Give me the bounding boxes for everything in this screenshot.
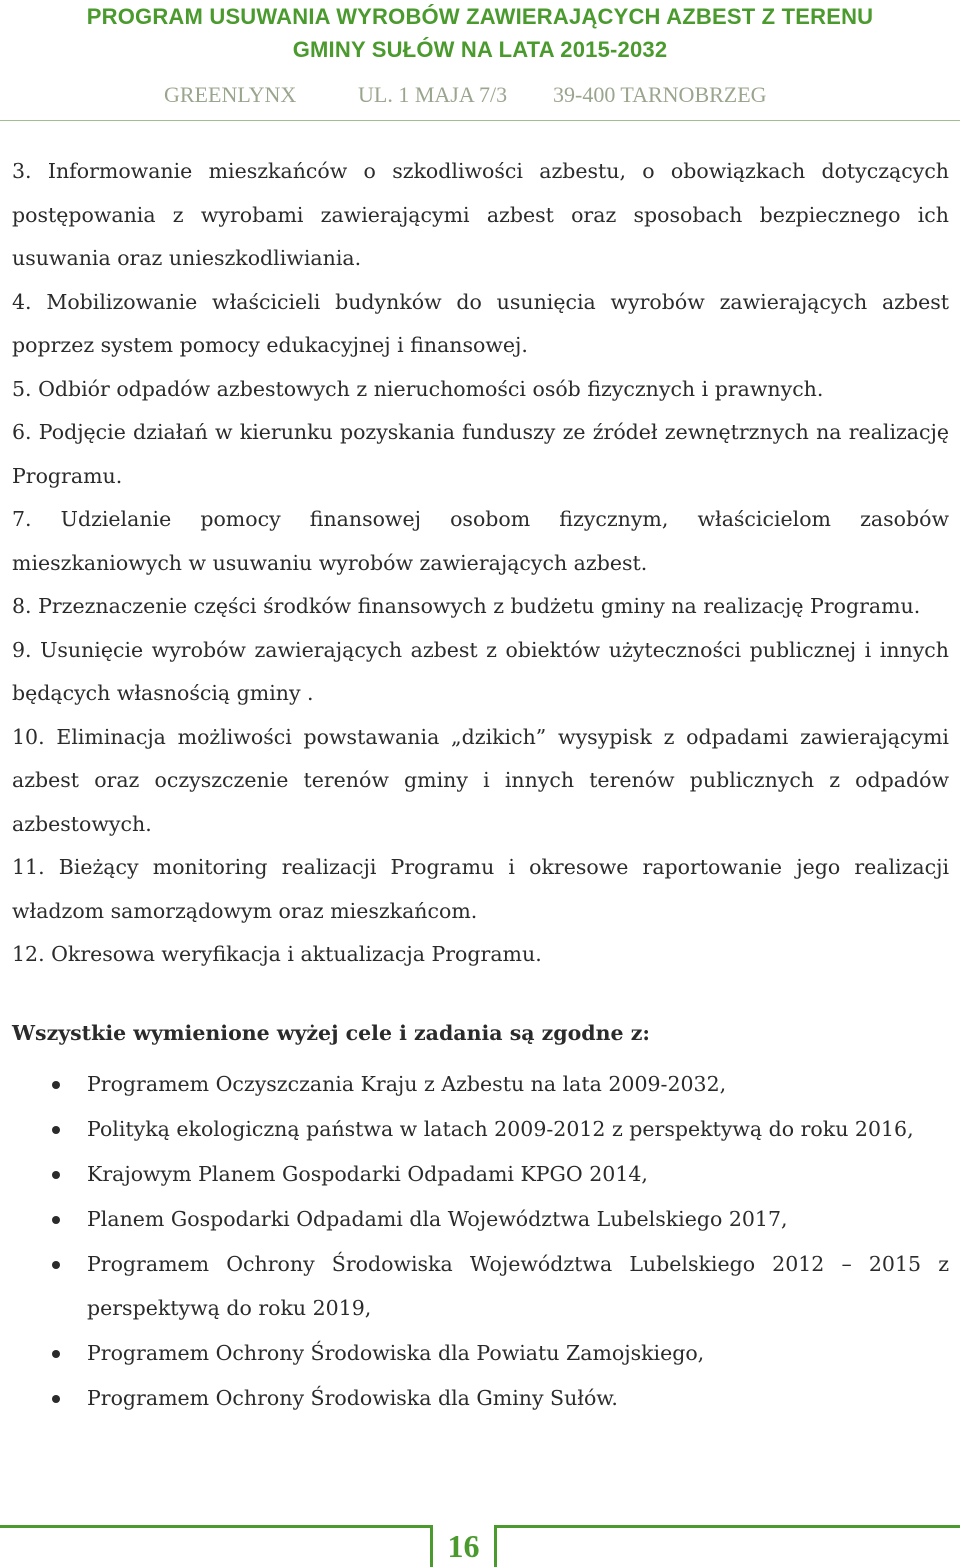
task-item: 9. Usunięcie wyrobów zawierających azbest z obiektów użyteczności publicznej i innych będących własnością gminy . [12,637,949,705]
bullet-icon [52,1126,60,1134]
task-item: 7. Udzielanie pomocy finansowej osobom fizycznym, właścicielom zasobów mieszkaniowych w usuwaniu wyrobów zawierających azbest. [12,507,949,575]
task-item: 12. Okresowa weryfikacja i aktualizacja Programu. [12,942,542,966]
task-item: 3. Informowanie mieszkańców o szkodliwości azbestu, o obowiązkach dotyczących postępowania z wyrobami zawierającymi azbest oraz sposobach bezpiecznego ich usuwania oraz unieszkodliwiania. [12,159,949,270]
task-item: 8. Przeznaczenie części środków finansowych z budżetu gminy na realizację Programu. [12,594,921,618]
list-item-text: Programem Ochrony Środowiska dla Gminy Sułów. [87,1386,618,1410]
list-item-text: Polityką ekologiczną państwa w latach 2009-2012 z perspektywą do roku 2016, [87,1117,914,1141]
bullet-icon [52,1395,60,1403]
bullet-icon [52,1171,60,1179]
page-number: 16 [447,1528,480,1564]
section-heading: Wszystkie wymienione wyżej cele i zadania są zgodne z: [12,1021,650,1045]
task-item: 4. Mobilizowanie właścicieli budynków do usunięcia wyrobów zawierających azbest poprzez system pomocy edukacyjnej i finansowej. [12,289,949,357]
list-item-text: Programem Ochrony Środowiska Województwa Lubelskiego 2012 – 2015 z perspektywą do roku 2019, [87,1252,949,1320]
task-item: 11. Bieżący monitoring realizacji Programu i okresowe raportowanie jego realizacji władzom samorządowym oraz mieszkańcom. [12,855,949,923]
footer-rule-right [497,1525,960,1528]
bullet-icon [52,1216,60,1224]
header-company: GREENLYNX [164,82,297,107]
list-item-text: Krajowym Planem Gospodarki Odpadami KPGO 2014, [87,1162,648,1186]
list-item-text: Programem Ochrony Środowiska dla Powiatu Zamojskiego, [87,1341,705,1365]
header-divider [0,120,960,121]
header-title-line-1: PROGRAM USUWANIA WYROBÓW ZAWIERAJĄCYCH AZBEST Z TERENU [86,4,874,29]
task-list [12,150,949,977]
task-item: 5. Odbiór odpadów azbestowych z nieruchomości osób fizycznych i prawnych. [12,376,824,401]
header-title-line-2: GMINY SUŁÓW NA LATA 2015-2032 [292,37,668,62]
bullet-icon [52,1261,60,1269]
bullet-icon [52,1081,60,1089]
footer-box-right [494,1525,497,1567]
bullet-icon [52,1350,60,1358]
list-item-text: Planem Gospodarki Odpadami dla Województwa Lubelskiego 2017, [87,1207,788,1231]
header-city: 39-400 TARNOBRZEG [553,82,767,107]
list-item-text: Programem Oczyszczania Kraju z Azbestu na lata 2009-2032, [87,1072,727,1096]
task-item: 10. Eliminacja możliwości powstawania „dzikich” wysypisk z odpadami zawierającymi azbest oraz oczyszczenie terenów gminy i innych terenów publicznych z odpadów azbestowych. [12,724,949,836]
footer-rule-left [0,1525,430,1528]
task-item: 6. Podjęcie działań w kierunku pozyskania funduszy ze źródeł zewnętrznych na realizację Programu. [12,420,949,488]
header-street: UL. 1 MAJA 7/3 [358,82,508,107]
page-header [0,0,960,124]
